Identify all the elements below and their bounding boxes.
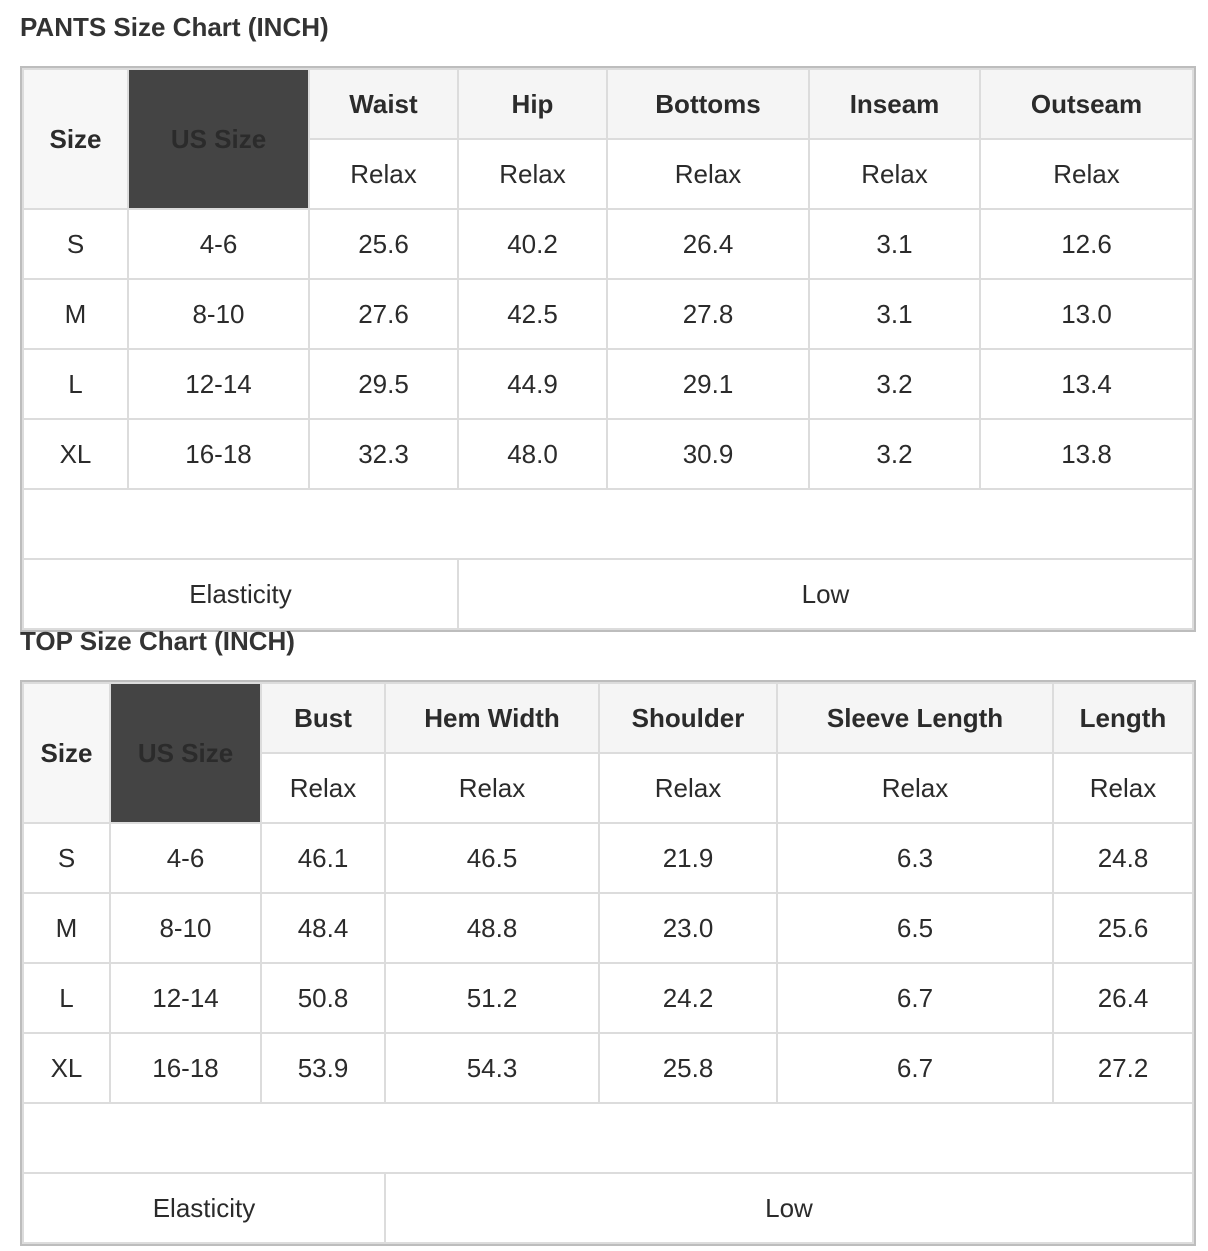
us-size-header: US Size	[128, 69, 309, 209]
table-row	[23, 893, 1193, 963]
subheader-relax: Relax	[980, 139, 1193, 209]
table-row	[23, 279, 1193, 349]
value-cell: 25.6	[309, 209, 458, 279]
subheader-relax: Relax	[607, 139, 809, 209]
value-cell: 6.7	[777, 963, 1053, 1033]
value-cell: 26.4	[1053, 963, 1193, 1033]
blank-row	[23, 1103, 1193, 1173]
pants-size-table	[20, 66, 1196, 632]
table-row	[23, 209, 1193, 279]
value-cell: 54.3	[385, 1033, 599, 1103]
value-cell: 21.9	[599, 823, 777, 893]
value-cell: 27.2	[1053, 1033, 1193, 1103]
column-header-sleeve-length: Sleeve Length	[777, 683, 1053, 753]
size-cell: XL	[23, 419, 128, 489]
value-cell: 53.9	[261, 1033, 385, 1103]
value-cell: 6.7	[777, 1033, 1053, 1103]
subheader-relax: Relax	[385, 753, 599, 823]
us-size-cell: 12-14	[128, 349, 309, 419]
value-cell: 13.0	[980, 279, 1193, 349]
elasticity-value: Low	[385, 1173, 1193, 1243]
size-cell: M	[23, 893, 110, 963]
table-row	[23, 349, 1193, 419]
value-cell: 48.8	[385, 893, 599, 963]
value-cell: 48.0	[458, 419, 607, 489]
us-size-header: US Size	[110, 683, 261, 823]
elasticity-label: Elasticity	[23, 1173, 385, 1243]
column-header-hip: Hip	[458, 69, 607, 139]
size-cell: L	[23, 963, 110, 1033]
us-size-cell: 4-6	[128, 209, 309, 279]
subheader-relax: Relax	[777, 753, 1053, 823]
blank-row	[23, 489, 1193, 559]
value-cell: 3.2	[809, 419, 980, 489]
table-row	[23, 419, 1193, 489]
value-cell: 51.2	[385, 963, 599, 1033]
value-cell: 29.1	[607, 349, 809, 419]
value-cell: 40.2	[458, 209, 607, 279]
subheader-relax: Relax	[309, 139, 458, 209]
column-header-bottoms: Bottoms	[607, 69, 809, 139]
column-header-bust: Bust	[261, 683, 385, 753]
value-cell: 27.8	[607, 279, 809, 349]
value-cell: 6.3	[777, 823, 1053, 893]
value-cell: 24.2	[599, 963, 777, 1033]
value-cell: 13.4	[980, 349, 1193, 419]
value-cell: 32.3	[309, 419, 458, 489]
subheader-relax: Relax	[1053, 753, 1193, 823]
size-cell: L	[23, 349, 128, 419]
subheader-relax: Relax	[599, 753, 777, 823]
value-cell: 12.6	[980, 209, 1193, 279]
value-cell: 50.8	[261, 963, 385, 1033]
value-cell: 29.5	[309, 349, 458, 419]
size-cell: S	[23, 823, 110, 893]
value-cell: 44.9	[458, 349, 607, 419]
us-size-cell: 16-18	[110, 1033, 261, 1103]
value-cell: 48.4	[261, 893, 385, 963]
column-header-hem-width: Hem Width	[385, 683, 599, 753]
column-header-shoulder: Shoulder	[599, 683, 777, 753]
us-size-cell: 12-14	[110, 963, 261, 1033]
elasticity-label: Elasticity	[23, 559, 458, 629]
top-table	[22, 682, 1194, 1244]
value-cell: 27.6	[309, 279, 458, 349]
value-cell: 3.1	[809, 209, 980, 279]
pants-chart-title: PANTS Size Chart (INCH)	[20, 12, 329, 42]
column-header-inseam: Inseam	[809, 69, 980, 139]
top-size-table	[20, 680, 1196, 1246]
value-cell: 3.1	[809, 279, 980, 349]
value-cell: 23.0	[599, 893, 777, 963]
column-header-waist: Waist	[309, 69, 458, 139]
us-size-cell: 8-10	[128, 279, 309, 349]
pants-table	[22, 68, 1194, 630]
elasticity-value: Low	[458, 559, 1193, 629]
top-chart-title: TOP Size Chart (INCH)	[20, 626, 295, 656]
value-cell: 46.5	[385, 823, 599, 893]
value-cell: 13.8	[980, 419, 1193, 489]
size-cell: XL	[23, 1033, 110, 1103]
value-cell: 3.2	[809, 349, 980, 419]
value-cell: 24.8	[1053, 823, 1193, 893]
subheader-relax: Relax	[458, 139, 607, 209]
table-row	[23, 823, 1193, 893]
value-cell: 42.5	[458, 279, 607, 349]
subheader-relax: Relax	[809, 139, 980, 209]
us-size-cell: 8-10	[110, 893, 261, 963]
us-size-cell: 16-18	[128, 419, 309, 489]
us-size-cell: 4-6	[110, 823, 261, 893]
size-cell: M	[23, 279, 128, 349]
size-header: Size	[23, 683, 110, 823]
size-cell: S	[23, 209, 128, 279]
value-cell: 26.4	[607, 209, 809, 279]
value-cell: 30.9	[607, 419, 809, 489]
value-cell: 25.6	[1053, 893, 1193, 963]
value-cell: 46.1	[261, 823, 385, 893]
subheader-relax: Relax	[261, 753, 385, 823]
column-header-outseam: Outseam	[980, 69, 1193, 139]
column-header-length: Length	[1053, 683, 1193, 753]
table-row	[23, 1033, 1193, 1103]
value-cell: 25.8	[599, 1033, 777, 1103]
size-header: Size	[23, 69, 128, 209]
table-row	[23, 963, 1193, 1033]
value-cell: 6.5	[777, 893, 1053, 963]
